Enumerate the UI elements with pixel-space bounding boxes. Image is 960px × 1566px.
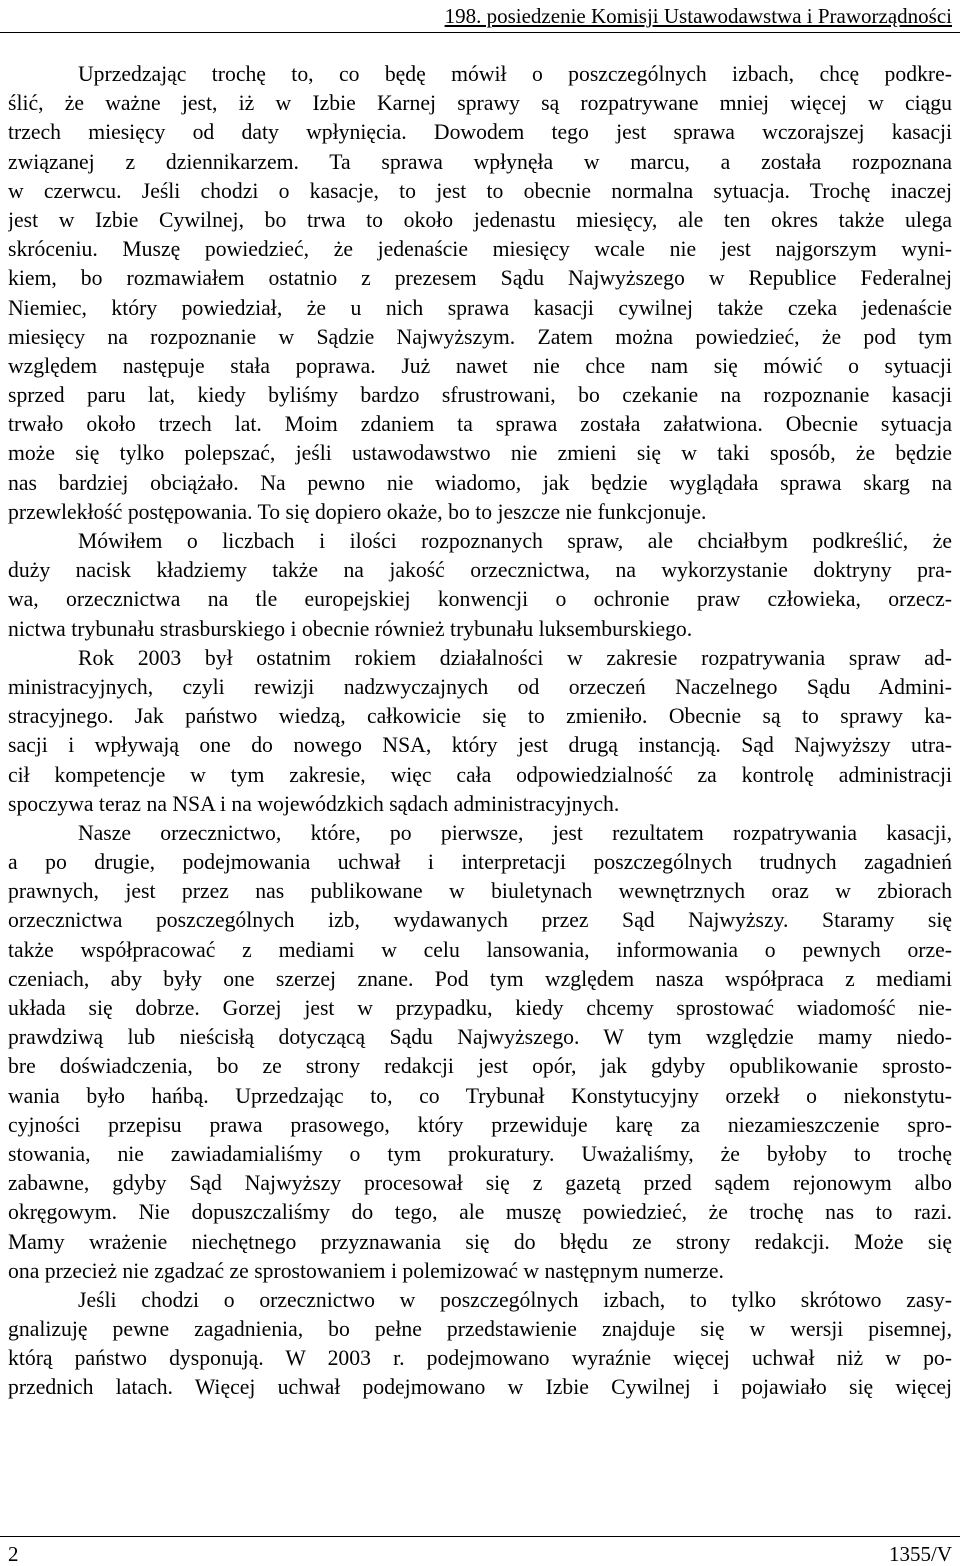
running-header: [0, 4, 960, 34]
text-line: gnalizuję pewne zagadnienia, bo pełne przedstawienie znajduje się w wersji pisemnej,: [8, 1317, 952, 1342]
text-line: Uprzedzając trochę to, co będę mówił o poszczególnych izbach, chcę podkre-: [78, 62, 952, 86]
text-line: ministracyjnych, czyli rewizji nadzwyczajnych od orzeczeń Naczelnego Sądu Admini-: [8, 674, 952, 699]
text-line: Mamy wrażenie niechętnego przyznawania się do błędu ze strony redakcji. Może się: [8, 1229, 952, 1254]
page-number: 2: [8, 1542, 19, 1566]
text-line: prawdziwą lub nieścisłą dotyczącą Sądu Najwyższego. W tym względzie mamy niedo-: [8, 1025, 952, 1050]
body-text: [8, 60, 952, 1403]
text-line: orzecznictwa poszczególnych izb, wydawanych przez Sąd Najwyższy. Staramy się: [8, 908, 952, 933]
text-line: Jeśli chodzi o orzecznictwo w poszczególnych izbach, to tylko skrótowo zasy-: [78, 1287, 952, 1312]
document-number: 1355/V: [889, 1542, 952, 1566]
text-line: cyjności przepisu prawa prasowego, który przewiduje karę za niezamieszczenie spro-: [8, 1112, 952, 1137]
text-line: którą państwo dysponują. W 2003 r. podejmowano wyraźnie więcej uchwał niż w po-: [8, 1346, 952, 1371]
text-line: spoczywa teraz na NSA i na wojewódzkich sądach administracyjnych.: [8, 791, 620, 816]
text-line: kiem, bo rozmawiałem ostatnio z prezesem Sądu Najwyższego w Republice Federalnej: [8, 266, 952, 291]
text-line: a po drugie, podejmowania uchwał i interpretacji poszczególnych trudnych zagadnień: [8, 850, 952, 875]
text-line: skróceniu. Muszę powiedzieć, że jedenaście miesięcy wcale nie jest najgorszym wyni-: [8, 237, 952, 262]
header-rule: [0, 32, 960, 33]
header-title: 198. posiedzenie Komisji Ustawodawstwa i Praworządności: [444, 4, 952, 28]
text-line: sacji i wpływają one do nowego NSA, który jest drugą instancją. Sąd Najwyższy utra-: [8, 733, 952, 758]
text-line: wania było hańbą. Uprzedzając to, co Trybunał Konstytucyjny orzekł o niekonstytu-: [8, 1083, 952, 1108]
text-line: czeniach, aby były one szerzej znane. Pod tym względem nasza współpraca z mediami: [8, 966, 952, 991]
text-line: względem następuje stała poprawa. Już nawet nie chce nam się mówić o sytuacji: [8, 353, 952, 378]
text-line: ona przecież nie zgadzać ze sprostowaniem i polemizować w następnym numerze.: [8, 1258, 724, 1283]
text-line: przednich latach. Więcej uchwał podejmowano w Izbie Cywilnej i pojawiało się więcej: [8, 1375, 952, 1400]
text-line: ślić, że ważne jest, iż w Izbie Karnej sprawy są rozpatrywane mniej więcej w ciągu: [8, 91, 952, 116]
text-line: nictwa trybunału strasburskiego i obecnie również trybunału luksemburskiego.: [8, 616, 693, 641]
text-line: przewlekłość postępowania. To się dopiero okaże, bo to jeszcze nie funkcjonuje.: [8, 499, 707, 524]
text-line: może się tylko polepszać, jeśli ustawodawstwo nie zmieni się w taki sposób, że będzie: [8, 441, 952, 466]
text-line: bre doświadczenia, bo ze strony redakcji jest opór, jak gdyby opublikowanie sprosto-: [8, 1054, 952, 1079]
text-line: stracyjnego. Jak państwo wiedzą, całkowicie się to zmieniło. Obecnie są to sprawy ka-: [8, 704, 952, 729]
text-line: prawnych, jest przez nas publikowane w biuletynach wewnętrznych oraz w zbiorach: [8, 879, 952, 904]
text-line: duży nacisk kładziemy także na jakość orzecznictwa, na wykorzystanie doktryny pra-: [8, 558, 952, 583]
text-line: Rok 2003 był ostatnim rokiem działalności w zakresie rozpatrywania spraw ad-: [78, 645, 952, 670]
text-line: zabawne, gdyby Sąd Najwyższy procesował się z gazetą przed sądem rejonowym albo: [8, 1171, 952, 1196]
text-line: związanej z dziennikarzem. Ta sprawa wpłynęła w marcu, a została rozpoznana: [8, 149, 952, 174]
text-line: nas bardziej obciążało. Na pewno nie wiadomo, jak będzie wyglądała sprawa skarg na: [8, 470, 952, 495]
text-line: okręgowym. Nie dopuszczaliśmy do tego, ale muszę powiedzieć, że trochę nas to razi.: [8, 1200, 952, 1225]
text-line: Mówiłem o liczbach i ilości rozpoznanych spraw, ale chciałbym podkreślić, że: [78, 529, 952, 553]
text-line: Nasze orzecznictwo, które, po pierwsze, jest rezultatem rozpatrywania kasacji,: [78, 820, 952, 845]
text-line: jest w Izbie Cywilnej, bo trwa to około jedenastu miesięcy, ale ten okres także ulega: [8, 207, 952, 232]
text-line: cił kompetencje w tym zakresie, więc cała odpowiedzialność za kontrolę administracji: [8, 762, 952, 787]
text-line: wa, orzecznictwa na tle europejskiej konwencji o ochronie praw człowieka, orzecz-: [8, 587, 952, 612]
text-line: miesięcy na rozpoznanie w Sądzie Najwyższym. Zatem można powiedzieć, że pod tym: [8, 324, 952, 349]
text-line: stowania, nie zawiadamialiśmy o tym prokuratury. Uważaliśmy, że byłoby to trochę: [8, 1141, 952, 1166]
text-line: układa się dobrze. Gorzej jest w przypadku, kiedy chcemy sprostować wiadomość nie-: [8, 996, 952, 1020]
text-line: trzech miesięcy od daty wpłynięcia. Dowodem tego jest sprawa wczorajszej kasacji: [8, 120, 952, 145]
text-line: sprzed paru lat, kiedy byliśmy bardzo sfrustrowani, bo czekanie na rozpoznanie kasacji: [8, 383, 952, 408]
page-footer: [0, 1536, 960, 1565]
text-line: trwało około trzech lat. Moim zdaniem ta sprawa została załatwiona. Obecnie sytuacja: [8, 412, 952, 437]
text-line: Niemiec, który powiedział, że u nich sprawa kasacji cywilnej także czeka jedenaście: [8, 295, 952, 320]
footer-rule: [0, 1536, 960, 1537]
text-line: w czerwcu. Jeśli chodzi o kasacje, to jest to obecnie normalna sytuacja. Trochę inaczej: [8, 178, 952, 203]
text-line: także współpracować z mediami w celu lansowania, informowania o pewnych orze-: [8, 937, 952, 962]
